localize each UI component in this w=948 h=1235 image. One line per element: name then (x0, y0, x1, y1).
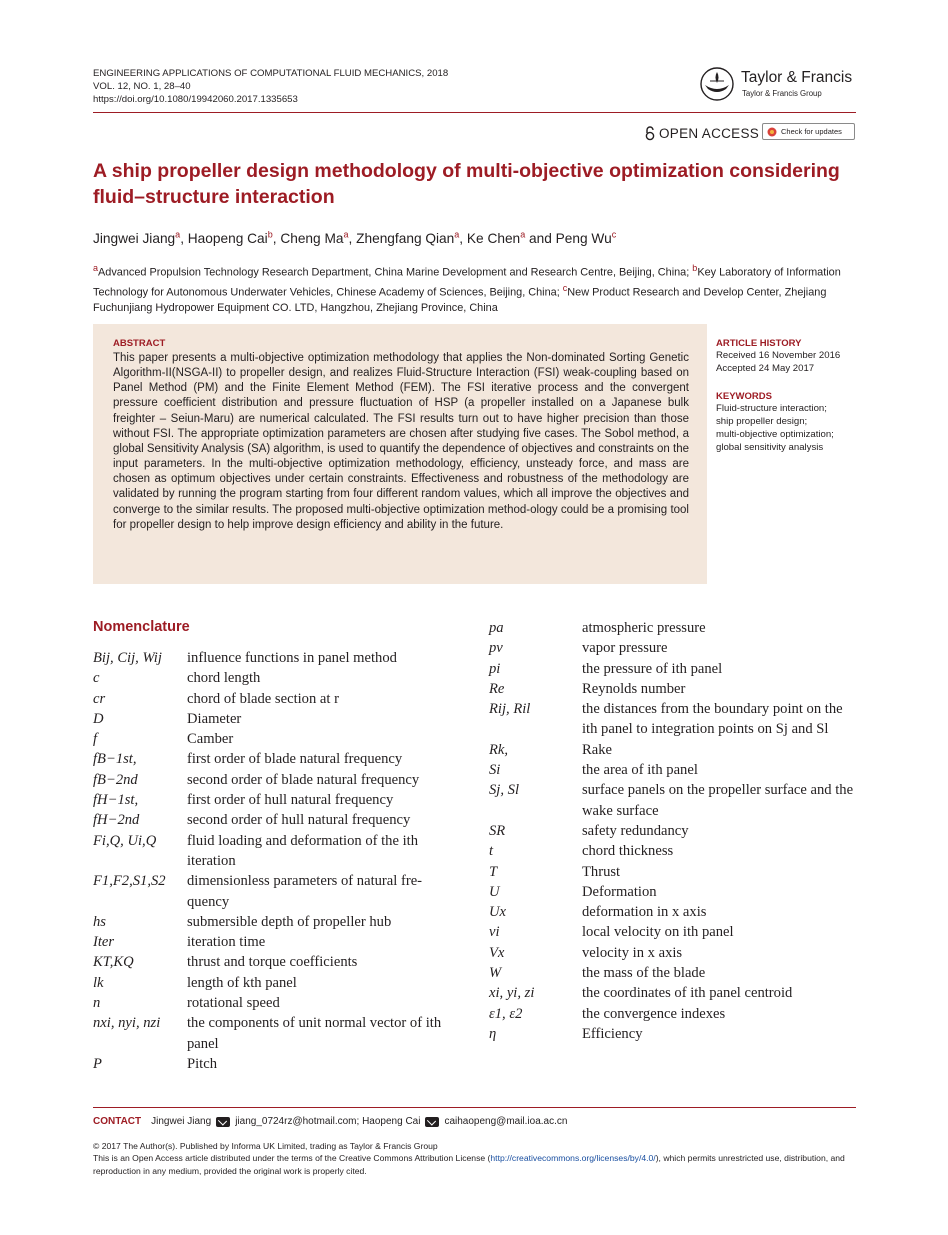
check-updates-icon (767, 127, 777, 137)
nomenclature-entry (489, 618, 857, 638)
nomenclature-entry (489, 922, 857, 942)
nomenclature-entry (489, 780, 857, 821)
nomenclature-definition: Diameter (187, 710, 242, 727)
nomenclature-entry (93, 993, 462, 1013)
nomenclature-entry (489, 821, 857, 841)
footer-notice (93, 1140, 858, 1177)
contact-label: CONTACT (93, 1116, 142, 1127)
nomenclature-symbol: η (489, 1025, 497, 1042)
nomenclature-left-column (93, 648, 462, 1074)
nomenclature-definition: the convergence indexes (582, 1005, 726, 1022)
nomenclature-definition: the distances from the boundary point on the ith panel to integration points on Sj and Sl (582, 701, 843, 738)
keyword: global sensitivity analysis (716, 442, 824, 453)
publisher-group: Taylor & Francis Group (742, 89, 822, 98)
footer-divider (93, 1107, 856, 1108)
keywords-heading: KEYWORDS (716, 391, 772, 402)
open-access-badge (645, 126, 759, 141)
nomenclature-symbol: D (93, 710, 104, 727)
nomenclature-definition: first order of blade natural frequency (187, 751, 403, 768)
nomenclature-symbol: t (489, 843, 494, 860)
author: Haopeng Cai$^b$, (187, 229, 281, 246)
nomenclature-definition: the pressure of ith panel (582, 660, 723, 677)
abstract-heading: ABSTRACT (113, 338, 166, 349)
nomenclature-definition: chord of blade section at r (187, 690, 339, 707)
nomenclature-symbol: hs (93, 913, 106, 930)
nomenclature-symbol: fH−1st, (93, 792, 139, 809)
nomenclature-entry (93, 689, 462, 709)
paper-title: A ship propeller design methodology of multi-objective optimization considering fluid–structure interaction (93, 160, 840, 208)
nomenclature-symbol: pv (489, 640, 503, 657)
nomenclature-entry (489, 740, 857, 760)
nomenclature-symbol: F1,F2,S1,S2 (93, 873, 166, 890)
nomenclature-definition: Deformation (582, 883, 657, 900)
nomenclature-symbol: vi (489, 924, 500, 941)
journal-volume: VOL. 12, NO. 1, 28–40 (93, 81, 191, 92)
nomenclature-symbol: U (489, 883, 500, 900)
nomenclature-entry (489, 659, 857, 679)
abstract-text: This paper presents a multi-objective optimization methodology that applies the Non-dominated Sorting Genetic Algorithm-II(NSGA-II) to propeller design, and realizes Fluid-Structure Interaction (FSI) weak-coupling based on Panel Method (PM) and the Finite Element Method (FEM). The FSI iterative process and the convergent pressure coefficient distribution and pressure fluctuation of HSP (a propeller installed on a Japanese bulk freighter – Seiun-Maru) are numerical calculated. The FSI results turn out to have higher precision than those without FSI. The appropriate optimization parameters are chosen after studying five cases. The Sobol method, a global Sensitivity Analysis (SA) algorithm, is used to quantify the dependence of objectives and constraints on the input parameters. In the multi-objective optimization methodology, efficiency, unsteady force, and mass are chosen as optimum objectives under certain constraints. Effectiveness and robustness of the methodology are validated by running the program starting from four different random values, which all improve the objectives and converge to the similar results. The proposed multi-objective optimization method-ology could be a promising tool for propeller design to help improve design efficiency and ability in the future. (113, 352, 689, 531)
nomenclature-symbol: Bij, Cij, Wij (93, 650, 162, 666)
received-date: Received 16 November 2016 (716, 350, 841, 361)
nomenclature-entry (93, 810, 462, 830)
check-updates-label: Check for updates (781, 127, 842, 136)
author-list (93, 229, 616, 246)
nomenclature-symbol: fB−1st, (93, 751, 137, 768)
nomenclature-entry (489, 841, 857, 861)
nomenclature-entry (93, 952, 462, 972)
nomenclature-definition: thrust and torque coefficients (187, 954, 358, 971)
nomenclature-entry (93, 668, 462, 688)
nomenclature-definition: vapor pressure (582, 640, 668, 657)
email-icon (216, 1117, 230, 1127)
open-lock-icon (645, 126, 655, 141)
nomenclature-symbol: lk (93, 974, 104, 991)
nomenclature-entry (93, 648, 462, 668)
nomenclature-entry (489, 983, 857, 1003)
nomenclature-symbol: KT,KQ (93, 954, 134, 971)
nomenclature-entry (93, 871, 462, 912)
publisher-name: Taylor & Francis (741, 69, 853, 86)
nomenclature-definition: deformation in x axis (582, 904, 707, 921)
nomenclature-entry (93, 749, 462, 769)
nomenclature-entry (93, 973, 462, 993)
nomenclature-symbol: Si (489, 762, 501, 779)
lamp-icon (697, 66, 737, 102)
nomenclature-definition: second order of hull natural frequency (187, 812, 411, 829)
article-history (716, 338, 866, 375)
nomenclature-definition: the components of unit normal vector of ith panel (187, 1015, 442, 1052)
check-updates-button[interactable] (762, 123, 855, 140)
nomenclature-entry (489, 882, 857, 902)
nomenclature-symbol: Rk, (489, 741, 509, 758)
nomenclature-definition: surface panels on the propeller surface and the wake surface (582, 782, 854, 819)
nomenclature-definition: chord length (187, 670, 261, 687)
accepted-date: Accepted 24 May 2017 (716, 363, 815, 374)
nomenclature-symbol: P (93, 1055, 102, 1072)
nomenclature-symbol: c (93, 670, 100, 687)
nomenclature-definition: Efficiency (582, 1025, 643, 1042)
nomenclature-definition: second order of blade natural frequency (187, 771, 420, 788)
nomenclature-definition: Pitch (187, 1055, 217, 1072)
copyright: © 2017 The Author(s). Published by Informa UK Limited, trading as Taylor & Francis Group (93, 1141, 438, 1151)
nomenclature-entry (93, 912, 462, 932)
nomenclature-symbol: xi, yi, zi (489, 985, 535, 1002)
nomenclature-symbol: W (489, 965, 502, 982)
nomenclature-symbol: n (93, 995, 101, 1012)
contact-separator: ; (356, 1116, 360, 1127)
nomenclature-symbol: f (93, 731, 98, 748)
nomenclature-definition: rotational speed (187, 995, 280, 1012)
email-icon (425, 1117, 439, 1127)
keywords (716, 391, 866, 454)
nomenclature-entry (489, 943, 857, 963)
nomenclature-entry (489, 862, 857, 882)
nomenclature-symbol: pi (489, 660, 501, 677)
nomenclature-symbol: Iter (93, 934, 115, 951)
nomenclature-definition: the mass of the blade (582, 965, 706, 982)
journal-name: ENGINEERING APPLICATIONS OF COMPUTATIONAL FLUID MECHANICS, 2018 (93, 68, 449, 79)
keyword: multi-objective optimization; (716, 429, 834, 440)
nomenclature-symbol: Fi,Q, Ui,Q (93, 832, 157, 849)
nomenclature-entry (489, 1004, 857, 1024)
nomenclature-symbol: fH−2nd (93, 812, 140, 829)
nomenclature-definition: Camber (187, 731, 234, 748)
nomenclature-symbol: pa (489, 620, 504, 636)
journal-info (93, 67, 448, 106)
nomenclature-definition: velocity in x axis (582, 944, 683, 961)
nomenclature-definition: iteration time (187, 934, 266, 951)
nomenclature-definition: chord thickness (582, 843, 674, 860)
nomenclature-entry (489, 760, 857, 780)
contact-line (93, 1116, 567, 1127)
nomenclature-symbol: SR (489, 822, 506, 839)
nomenclature-definition: first order of hull natural frequency (187, 792, 394, 809)
nomenclature-definition: the area of ith panel (582, 762, 698, 779)
nomenclature-right-column (489, 618, 857, 1044)
nomenclature-entry (489, 638, 857, 658)
nomenclature-entry (489, 902, 857, 922)
nomenclature-symbol: Sj, Sl (489, 782, 519, 799)
nomenclature-symbol: ε1, ε2 (489, 1005, 523, 1022)
journal-doi[interactable]: https://doi.org/10.1080/19942060.2017.1335653 (93, 94, 298, 105)
nomenclature-symbol: cr (93, 690, 106, 707)
nomenclature-entry (489, 699, 857, 740)
license-text: This is an Open Access article distributed under the terms of the Creative Commons Attribution License (http://creativecommons.org/licenses/by/4.0/), which permits unrestricted use, distribution, and reproduction in any medium, provided the original work is properly cited. (93, 1153, 845, 1176)
nomenclature-symbol: T (489, 863, 498, 880)
keyword: Fluid-structure interaction; (716, 403, 827, 414)
author: Peng Wu$^c$ (555, 229, 617, 246)
contact-email[interactable]: caihaopeng@mail.ioa.ac.cn (444, 1116, 568, 1127)
nomenclature-entry (93, 1054, 462, 1074)
nomenclature-symbol: Re (489, 680, 505, 697)
nomenclature-definition: atmospheric pressure (582, 620, 706, 636)
header-divider (93, 112, 856, 113)
nomenclature-symbol: Rij, Ril (489, 701, 531, 718)
nomenclature-entry (93, 709, 462, 729)
open-access-label: OPEN ACCESS (659, 126, 760, 141)
nomenclature-symbol: nxi, nyi, nzi (93, 1015, 161, 1032)
article-history-heading: ARTICLE HISTORY (716, 338, 802, 349)
nomenclature-definition: submersible depth of propeller hub (187, 913, 392, 930)
contact-email[interactable]: jiang_0724rz@hotmail.com (235, 1116, 357, 1127)
author: Cheng Ma$^a$, (280, 229, 357, 246)
nomenclature-entry (93, 770, 462, 790)
nomenclature-symbol: fB−2nd (93, 771, 138, 788)
publisher-logo[interactable] (697, 66, 853, 107)
nomenclature-definition: Thrust (582, 863, 621, 880)
nomenclature-entry (93, 932, 462, 952)
nomenclature-definition: the coordinates of ith panel centroid (582, 985, 793, 1002)
nomenclature-definition: influence functions in panel method (187, 650, 397, 666)
nomenclature-definition: fluid loading and deformation of the ith iteration (187, 832, 419, 869)
nomenclature-entry (93, 790, 462, 810)
nomenclature-entry (93, 831, 462, 872)
license-link[interactable]: http://creativecommons.org/licenses/by/4.0/ (490, 1153, 656, 1164)
keyword: ship propeller design; (716, 416, 808, 427)
nomenclature-entry (489, 963, 857, 983)
author: Jingwei Jiang$^a$, (93, 229, 188, 246)
nomenclature-entry (93, 729, 462, 749)
nomenclature-definition: dimensionless parameters of natural fre-quency (187, 873, 423, 910)
author: Zhengfang Qian$^a$, (356, 229, 467, 246)
nomenclature-definition: Rake (582, 741, 612, 758)
nomenclature-title: Nomenclature (93, 619, 190, 635)
affiliations: $^a$Advanced Propulsion Technology Research Department, China Marine Development and Research Centre, Beijing, China; $^b$Key Laboratory of Information Technology for Autonomous Underwater Vehicles, Chinese Academy of Sciences, Beijing, China; $^c$New Product Research and Develop Center, Zhejiang Fuchunjiang Hydropower Equipment CO. LTD, Hangzhou, Zhejiang Province, China (93, 263, 841, 314)
contact-name: Jingwei Jiang (151, 1116, 212, 1127)
nomenclature-entry (93, 1013, 462, 1054)
contact-name: Haopeng Cai (362, 1116, 421, 1127)
nomenclature-entry (489, 1024, 857, 1044)
nomenclature-entry (489, 679, 857, 699)
nomenclature-definition: safety redundancy (582, 822, 689, 839)
nomenclature-definition: local velocity on ith panel (582, 924, 734, 941)
nomenclature-symbol: Vx (489, 944, 505, 961)
nomenclature-definition: length of kth panel (187, 974, 297, 991)
nomenclature-definition: Reynolds number (582, 680, 686, 697)
nomenclature-symbol: Ux (489, 904, 507, 921)
author: Ke Chen$^a$ and (466, 229, 556, 246)
